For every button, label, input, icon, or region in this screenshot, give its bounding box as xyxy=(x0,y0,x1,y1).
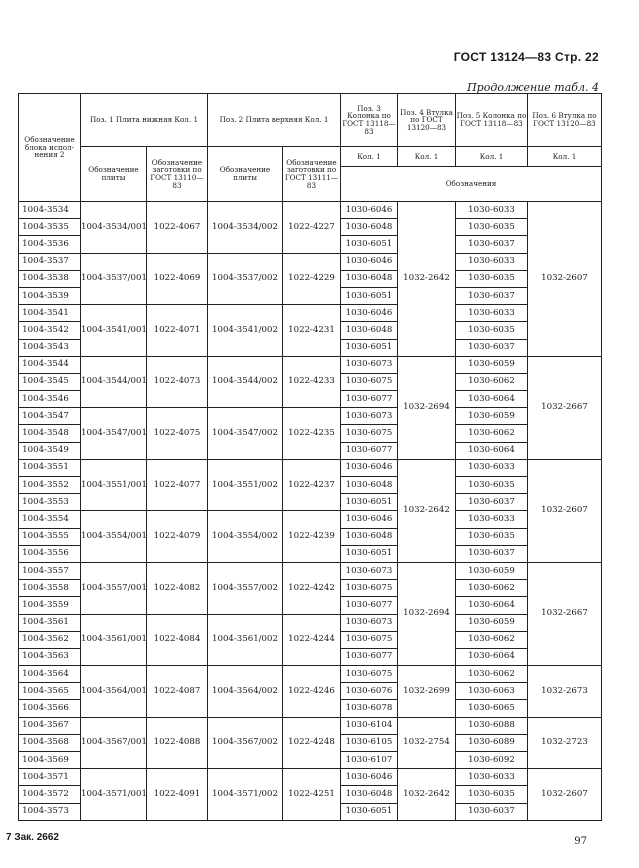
table-cell: 1030-6073 xyxy=(341,562,398,579)
table-cell: 1030-6035 xyxy=(456,477,528,494)
table-cell: 1032-2667 xyxy=(528,562,602,665)
table-cell: 1022-4235 xyxy=(283,408,341,460)
standard-number: ГОСТ 13124—83 xyxy=(453,50,552,64)
table-cell: 1004-3537 xyxy=(19,253,81,270)
table-cell: 1004-3568 xyxy=(19,734,81,751)
table-cell: 1004-3552 xyxy=(19,477,81,494)
table-cell: 1032-2699 xyxy=(398,666,456,718)
table-cell: 1022-4244 xyxy=(283,614,341,666)
table-cell: 1032-2694 xyxy=(398,356,456,459)
table-cell: 1030-6089 xyxy=(456,734,528,751)
table-cell: 1030-6105 xyxy=(341,734,398,751)
table-cell: 1022-4246 xyxy=(283,666,341,718)
table-cell: 1022-4242 xyxy=(283,562,341,614)
page-label: Стр. 22 xyxy=(555,50,599,64)
table-cell: 1022-4233 xyxy=(283,356,341,408)
table-cell: 1004-3572 xyxy=(19,786,81,803)
table-row xyxy=(19,356,602,373)
table-cell: 1030-6033 xyxy=(456,769,528,786)
table-cell: 1004-3554/001 xyxy=(81,511,147,563)
table-cell: 1004-3557 xyxy=(19,562,81,579)
table-cell: 1022-4077 xyxy=(147,459,208,511)
table-cell: 1022-4069 xyxy=(147,253,208,305)
table-row xyxy=(19,305,602,322)
table-cell: 1004-3562 xyxy=(19,631,81,648)
table-cell: 1030-6035 xyxy=(456,786,528,803)
table-cell: 1004-3539 xyxy=(19,287,81,304)
table-cell: 1022-4071 xyxy=(147,305,208,357)
table-cell: 1030-6065 xyxy=(456,700,528,717)
table-cell: 1030-6075 xyxy=(341,666,398,683)
col-header-kol3: Кол. 1 xyxy=(341,147,398,167)
table-cell: 1004-3555 xyxy=(19,528,81,545)
table-cell: 1030-6035 xyxy=(456,270,528,287)
table-cell: 1030-6046 xyxy=(341,305,398,322)
table-cell: 1030-6048 xyxy=(341,477,398,494)
table-cell: 1022-4237 xyxy=(283,459,341,511)
col-header-pos1: Поз. 1 Плита нижняя Кол. 1 xyxy=(81,94,208,147)
table-cell: 1030-6035 xyxy=(456,219,528,236)
table-cell: 1004-3565 xyxy=(19,683,81,700)
table-cell: 1004-3561/002 xyxy=(208,614,283,666)
table-cell: 1004-3556 xyxy=(19,545,81,562)
table-cell: 1004-3538 xyxy=(19,270,81,287)
table-cell: 1030-6078 xyxy=(341,700,398,717)
table-cell: 1030-6075 xyxy=(341,425,398,442)
table-row xyxy=(19,562,602,579)
table-row xyxy=(19,253,602,270)
table-cell: 1030-6035 xyxy=(456,322,528,339)
table-cell: 1004-3547/001 xyxy=(81,408,147,460)
col-header-pos6: Поз. 6 Втулка по ГОСТ 13120—83 xyxy=(528,94,602,147)
table-cell: 1030-6033 xyxy=(456,511,528,528)
table-cell: 1004-3544 xyxy=(19,356,81,373)
table-cell: 1030-6048 xyxy=(341,270,398,287)
table-cell: 1030-6077 xyxy=(341,648,398,665)
table-cell: 1030-6062 xyxy=(456,580,528,597)
table-cell: 1030-6077 xyxy=(341,442,398,459)
table-cell: 1030-6062 xyxy=(456,373,528,390)
table-cell: 1030-6064 xyxy=(456,648,528,665)
table-cell: 1030-6037 xyxy=(456,339,528,356)
table-cell: 1032-2607 xyxy=(528,459,602,562)
table-cell: 1004-3546 xyxy=(19,391,81,408)
table-cell: 1030-6048 xyxy=(341,219,398,236)
table-cell: 1004-3547 xyxy=(19,408,81,425)
table-cell: 1032-2607 xyxy=(528,769,602,821)
table-cell: 1030-6051 xyxy=(341,236,398,253)
table-cell: 1030-6073 xyxy=(341,356,398,373)
continuation-label: Продолжение табл. 4 xyxy=(467,81,599,94)
table-cell: 1030-6037 xyxy=(456,236,528,253)
table-cell: 1022-4231 xyxy=(283,305,341,357)
table-cell: 1032-2642 xyxy=(398,769,456,821)
table-cell: 1004-3535 xyxy=(19,219,81,236)
table-cell: 1030-6077 xyxy=(341,391,398,408)
table-cell: 1004-3551/002 xyxy=(208,459,283,511)
col-header-pos5: Поз. 5 Колонка по ГОСТ 13118—83 xyxy=(456,94,528,147)
table-cell: 1022-4082 xyxy=(147,562,208,614)
table-cell: 1032-2723 xyxy=(528,717,602,769)
footer-order: 7 Зак. 2662 xyxy=(6,832,59,843)
col-header-pos4: Поз. 4 Втулка по ГОСТ 13120—83 xyxy=(398,94,456,147)
table-cell: 1004-3534 xyxy=(19,202,81,219)
table-row xyxy=(19,511,602,528)
page-number: 97 xyxy=(574,836,587,847)
table-cell: 1032-2667 xyxy=(528,356,602,459)
table-cell: 1004-3534/001 xyxy=(81,202,147,254)
col-header-plate1: Обозначение плиты xyxy=(81,147,147,202)
table-cell: 1030-6073 xyxy=(341,408,398,425)
table-cell: 1022-4075 xyxy=(147,408,208,460)
table-cell: 1004-3563 xyxy=(19,648,81,665)
table-cell: 1030-6033 xyxy=(456,253,528,270)
col-header-kol4: Кол. 1 xyxy=(398,147,456,167)
table-cell: 1030-6062 xyxy=(456,631,528,648)
table-cell: 1030-6092 xyxy=(456,752,528,769)
col-header-plate2: Обозначение плиты xyxy=(208,147,283,202)
table-cell: 1022-4084 xyxy=(147,614,208,666)
table-cell: 1004-3551/001 xyxy=(81,459,147,511)
table-cell: 1004-3571/002 xyxy=(208,769,283,821)
table-cell: 1030-6064 xyxy=(456,442,528,459)
table-cell: 1030-6075 xyxy=(341,373,398,390)
table-cell: 1030-6063 xyxy=(456,683,528,700)
table-cell: 1030-6073 xyxy=(341,614,398,631)
table-cell: 1004-3542 xyxy=(19,322,81,339)
table-cell: 1030-6051 xyxy=(341,287,398,304)
table-cell: 1022-4087 xyxy=(147,666,208,718)
table-cell: 1030-6051 xyxy=(341,803,398,820)
table-cell: 1004-3541/002 xyxy=(208,305,283,357)
table-cell: 1004-3557/002 xyxy=(208,562,283,614)
table-cell: 1030-6051 xyxy=(341,339,398,356)
table-cell: 1030-6033 xyxy=(456,202,528,219)
page-header xyxy=(454,50,599,64)
table-cell: 1030-6046 xyxy=(341,769,398,786)
table-cell: 1030-6048 xyxy=(341,786,398,803)
table-cell: 1004-3544/001 xyxy=(81,356,147,408)
table-cell: 1004-3567/001 xyxy=(81,717,147,769)
table-cell: 1022-4079 xyxy=(147,511,208,563)
table-cell: 1030-6062 xyxy=(456,666,528,683)
table-row xyxy=(19,614,602,631)
col-header-designations: Обозначения xyxy=(341,167,602,202)
table-cell: 1030-6077 xyxy=(341,597,398,614)
table-cell: 1032-2694 xyxy=(398,562,456,665)
table-cell: 1004-3573 xyxy=(19,803,81,820)
table-cell: 1030-6059 xyxy=(456,562,528,579)
table-cell: 1004-3543 xyxy=(19,339,81,356)
table-cell: 1022-4073 xyxy=(147,356,208,408)
table-cell: 1004-3537/002 xyxy=(208,253,283,305)
table-cell: 1004-3564/002 xyxy=(208,666,283,718)
table-cell: 1004-3567/002 xyxy=(208,717,283,769)
table-cell: 1030-6051 xyxy=(341,545,398,562)
table-row xyxy=(19,408,602,425)
table-cell: 1030-6037 xyxy=(456,494,528,511)
table-cell: 1032-2642 xyxy=(398,202,456,357)
table-cell: 1022-4227 xyxy=(283,202,341,254)
table-cell: 1004-3571/001 xyxy=(81,769,147,821)
table-row xyxy=(19,666,602,683)
table-cell: 1030-6046 xyxy=(341,511,398,528)
table-row xyxy=(19,769,602,786)
table-cell: 1030-6046 xyxy=(341,253,398,270)
table-cell: 1030-6062 xyxy=(456,425,528,442)
table-cell: 1030-6107 xyxy=(341,752,398,769)
table-cell: 1030-6037 xyxy=(456,803,528,820)
table-cell: 1030-6046 xyxy=(341,202,398,219)
table-cell: 1030-6033 xyxy=(456,305,528,322)
table-cell: 1030-6076 xyxy=(341,683,398,700)
table-cell: 1004-3541/001 xyxy=(81,305,147,357)
table-cell: 1030-6046 xyxy=(341,459,398,476)
table-cell: 1004-3561/001 xyxy=(81,614,147,666)
table-cell: 1030-6037 xyxy=(456,287,528,304)
table-cell: 1030-6059 xyxy=(456,356,528,373)
col-header-block: Обозначение блока испол-нения 2 xyxy=(19,94,81,202)
table-cell: 1032-2642 xyxy=(398,459,456,562)
table-row xyxy=(19,717,602,734)
col-header-blank2: Обозначение заготовки по ГОСТ 13111—83 xyxy=(283,147,341,202)
table-cell: 1004-3564 xyxy=(19,666,81,683)
table-cell: 1004-3544/002 xyxy=(208,356,283,408)
table-cell: 1004-3571 xyxy=(19,769,81,786)
table-cell: 1030-6064 xyxy=(456,597,528,614)
table-cell: 1004-3537/001 xyxy=(81,253,147,305)
table-cell: 1030-6059 xyxy=(456,408,528,425)
table-cell: 1004-3564/001 xyxy=(81,666,147,718)
table-cell: 1004-3553 xyxy=(19,494,81,511)
col-header-blank1: Обозначение заготовки по ГОСТ 13110—83 xyxy=(147,147,208,202)
table-row xyxy=(19,459,602,476)
table-cell: 1022-4248 xyxy=(283,717,341,769)
col-header-pos3: Поз. 3 Колонка по ГОСТ 13118—83 xyxy=(341,94,398,147)
table-cell: 1004-3554/002 xyxy=(208,511,283,563)
table-cell: 1030-6075 xyxy=(341,631,398,648)
col-header-kol5: Кол. 1 xyxy=(456,147,528,167)
table-cell: 1004-3567 xyxy=(19,717,81,734)
table-cell: 1004-3536 xyxy=(19,236,81,253)
table-cell: 1032-2673 xyxy=(528,666,602,718)
table-cell: 1022-4067 xyxy=(147,202,208,254)
table-cell: 1030-6048 xyxy=(341,528,398,545)
table-cell: 1022-4088 xyxy=(147,717,208,769)
table-cell: 1022-4229 xyxy=(283,253,341,305)
table-cell: 1004-3559 xyxy=(19,597,81,614)
table-cell: 1032-2754 xyxy=(398,717,456,769)
table-cell: 1004-3541 xyxy=(19,305,81,322)
table-cell: 1004-3548 xyxy=(19,425,81,442)
table-cell: 1030-6033 xyxy=(456,459,528,476)
table-cell: 1022-4091 xyxy=(147,769,208,821)
table-cell: 1030-6088 xyxy=(456,717,528,734)
table-cell: 1004-3547/002 xyxy=(208,408,283,460)
table-cell: 1022-4239 xyxy=(283,511,341,563)
component-table xyxy=(18,93,602,821)
table-cell: 1030-6051 xyxy=(341,494,398,511)
table-cell: 1030-6037 xyxy=(456,545,528,562)
col-header-kol6: Кол. 1 xyxy=(528,147,602,167)
col-header-pos2: Поз. 2 Плита верхняя Кол. 1 xyxy=(208,94,341,147)
table-cell: 1030-6064 xyxy=(456,391,528,408)
table-cell: 1004-3551 xyxy=(19,459,81,476)
table-cell: 1004-3558 xyxy=(19,580,81,597)
table-cell: 1030-6048 xyxy=(341,322,398,339)
table-cell: 1004-3569 xyxy=(19,752,81,769)
table-cell: 1004-3566 xyxy=(19,700,81,717)
table-cell: 1022-4251 xyxy=(283,769,341,821)
table-cell: 1030-6035 xyxy=(456,528,528,545)
table-cell: 1032-2607 xyxy=(528,202,602,357)
table-cell: 1004-3545 xyxy=(19,373,81,390)
table-cell: 1004-3534/002 xyxy=(208,202,283,254)
table-cell: 1030-6059 xyxy=(456,614,528,631)
table-row xyxy=(19,202,602,219)
table-cell: 1004-3549 xyxy=(19,442,81,459)
table-cell: 1030-6104 xyxy=(341,717,398,734)
table-cell: 1004-3557/001 xyxy=(81,562,147,614)
table-cell: 1030-6075 xyxy=(341,580,398,597)
table-cell: 1004-3554 xyxy=(19,511,81,528)
table-cell: 1004-3561 xyxy=(19,614,81,631)
